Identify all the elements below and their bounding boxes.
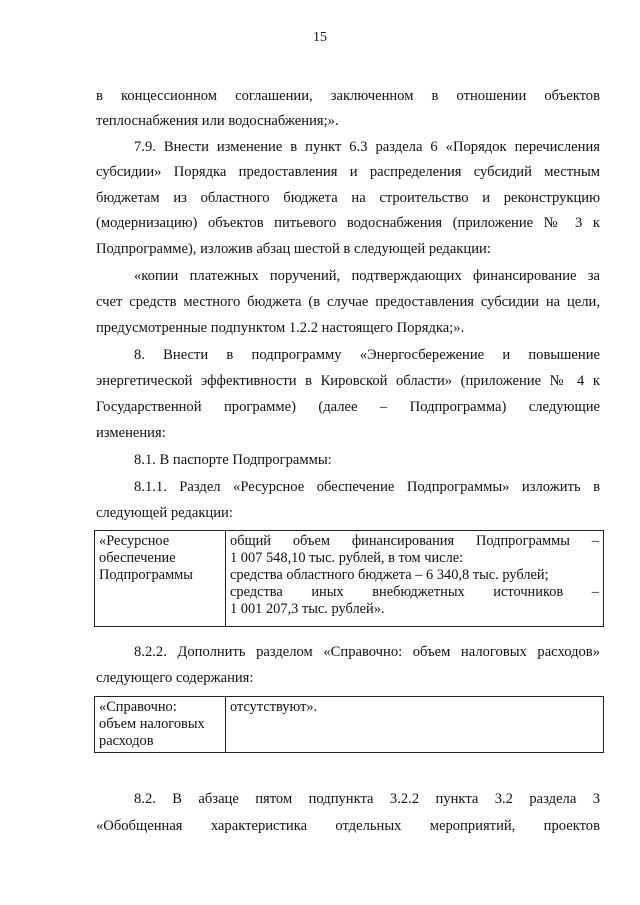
text-line: Подпрограмме), изложив абзац шестой в следующей редакции:: [96, 241, 491, 257]
text-line: 8. Внести в подпрограмму «Энергосбережение и повышение: [134, 347, 600, 363]
text-line: предусмотренные подпунктом 1.2.2 настоящего Порядка;».: [96, 320, 465, 336]
text-line: «копии платежных поручений, подтверждающих финансирование за: [134, 268, 600, 284]
text-line: Государственной программе) (далее – Подпрограмма) следующие: [96, 399, 600, 415]
text-line: следующего содержания:: [96, 670, 254, 686]
text-line: 7.9. Внести изменение в пункт 6.3 раздела 6 «Порядок перечисления: [134, 139, 600, 155]
page-number: 15: [313, 30, 327, 45]
cell-text: 1 007 548,10 тыс. рублей, в том числе:: [230, 550, 464, 566]
text-line: «Обобщенная характеристика отдельных мероприятий, проектов: [96, 818, 600, 834]
cell-text: 1 001 207,3 тыс. рублей».: [230, 601, 385, 617]
cell-text: «Ресурсное: [99, 533, 170, 549]
text-line: энергетической эффективности в Кировской области» (приложение № 4 к: [96, 373, 600, 389]
text-line: 8.2. В абзаце пятом подпункта 3.2.2 пункта 3.2 раздела 3: [134, 791, 600, 807]
tax-expenses-value-cell: [226, 697, 604, 753]
cell-text: расходов: [99, 733, 154, 749]
resource-table: [94, 530, 604, 627]
cell-text: общий объем финансирования Подпрограммы –: [230, 533, 599, 549]
resource-table-value-cell: [226, 531, 604, 627]
text-line: (модернизацию) объектов питьевого водоснабжения (приложение № 3 к: [96, 215, 600, 231]
cell-text: «Справочно:: [99, 699, 177, 715]
text-line: 8.2.2. Дополнить разделом «Справочно: объем налоговых расходов»: [134, 644, 600, 660]
cell-text: отсутствуют».: [230, 699, 318, 715]
cell-text: Подпрограммы: [99, 567, 193, 583]
tax-expenses-table: [94, 696, 604, 753]
text-line: 8.1.1. Раздел «Ресурсное обеспечение Подпрограммы» изложить в: [134, 479, 600, 495]
resource-table-label-cell: [95, 531, 226, 627]
text-line: в концессионном соглашении, заключенном в отношении объектов: [96, 88, 600, 104]
cell-text: средства иных внебюджетных источников –: [230, 584, 599, 600]
text-line: изменения:: [96, 425, 166, 441]
text-line: счет средств местного бюджета (в случае предоставления субсидии на цели,: [96, 294, 600, 310]
cell-text: средства областного бюджета – 6 340,8 тыс. рублей;: [230, 567, 549, 583]
text-line: следующей редакции:: [96, 505, 233, 521]
cell-text: обеспечение: [99, 550, 176, 566]
tax-expenses-label-cell: [95, 697, 226, 753]
cell-text: объем налоговых: [99, 716, 205, 732]
text-line: бюджетам из областного бюджета на строительство и реконструкцию: [96, 190, 600, 206]
text-line: 8.1. В паспорте Подпрограммы:: [134, 452, 332, 468]
text-line: субсидии» Порядка предоставления и распределения субсидий местным: [96, 164, 600, 180]
text-line: теплоснабжения или водоснабжения;».: [96, 113, 339, 129]
